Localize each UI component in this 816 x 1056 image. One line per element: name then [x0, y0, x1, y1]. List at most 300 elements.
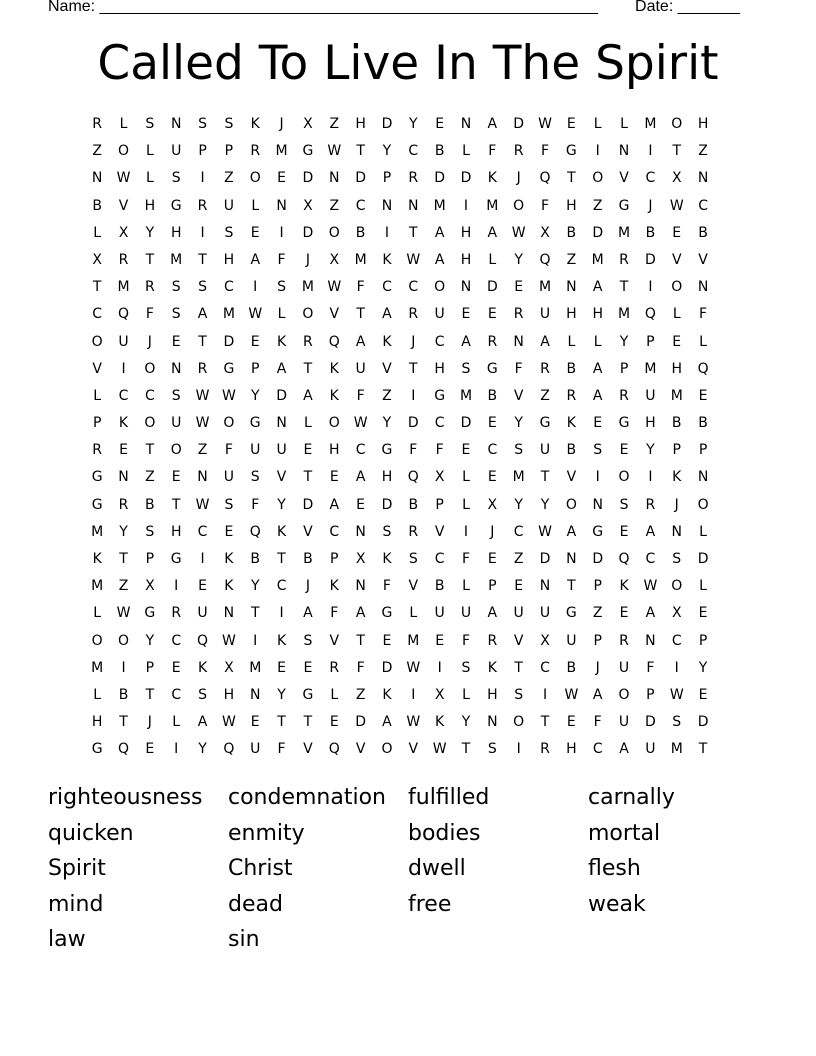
grid-letter[interactable]: L	[593, 333, 602, 350]
name-field[interactable]: Name: ________________________________________________________	[48, 0, 598, 15]
grid-letter[interactable]: R	[92, 116, 103, 132]
grid-letter[interactable]: G	[249, 415, 261, 432]
grid-letter[interactable]: G	[91, 496, 103, 513]
grid-letter[interactable]: Q	[328, 741, 340, 758]
grid-letter[interactable]: E	[329, 469, 339, 486]
grid-letter[interactable]: V	[408, 741, 419, 758]
grid-letter[interactable]: S	[619, 496, 629, 513]
grid-letter[interactable]: H	[170, 523, 182, 540]
grid-letter[interactable]: E	[435, 632, 445, 649]
grid-letter[interactable]: U	[171, 143, 182, 160]
grid-letter[interactable]: B	[645, 224, 656, 241]
grid-letter[interactable]: E	[698, 686, 708, 703]
grid-letter[interactable]: E	[487, 415, 497, 432]
grid-letter[interactable]: J	[674, 496, 679, 513]
grid-letter[interactable]: J	[305, 578, 310, 595]
grid-letter[interactable]: I	[174, 741, 179, 758]
grid-letter[interactable]: S	[171, 387, 181, 404]
grid-letter[interactable]: W	[643, 578, 658, 595]
grid-letter[interactable]: N	[697, 469, 709, 486]
grid-letter[interactable]: J	[490, 523, 495, 540]
grid-letter[interactable]: P	[646, 686, 655, 703]
grid-letter[interactable]: G	[170, 197, 182, 214]
grid-letter[interactable]: K	[382, 551, 392, 567]
grid-letter[interactable]: B	[303, 551, 313, 567]
grid-letter[interactable]: E	[171, 659, 181, 676]
grid-letter[interactable]: B	[698, 415, 708, 432]
grid-letter[interactable]: M	[301, 279, 314, 296]
grid-letter[interactable]: R	[250, 143, 261, 160]
grid-letter[interactable]: G	[144, 605, 156, 622]
grid-letter[interactable]: Y	[514, 415, 523, 432]
grid-letter[interactable]: X	[303, 197, 313, 214]
grid-letter[interactable]: A	[592, 387, 603, 404]
grid-letter[interactable]: N	[487, 714, 498, 731]
grid-letter[interactable]: S	[461, 360, 471, 377]
grid-letter[interactable]: L	[172, 714, 181, 731]
grid-letter[interactable]: H	[460, 224, 472, 241]
grid-letter[interactable]: G	[592, 523, 604, 540]
grid-letter[interactable]: F	[356, 387, 365, 404]
grid-letter[interactable]: S	[224, 224, 234, 241]
grid-letter[interactable]: Y	[382, 415, 392, 432]
grid-letter[interactable]: K	[329, 578, 339, 595]
grid-letter[interactable]: H	[566, 306, 577, 323]
grid-letter[interactable]: S	[672, 551, 682, 567]
grid-letter[interactable]: D	[223, 333, 235, 350]
grid-letter[interactable]: J	[279, 116, 284, 132]
grid-letter[interactable]: G	[302, 143, 314, 160]
grid-letter[interactable]: C	[171, 632, 182, 649]
grid-letter[interactable]: L	[93, 686, 102, 703]
grid-letter[interactable]: D	[381, 659, 393, 676]
grid-letter[interactable]: N	[223, 605, 235, 622]
grid-letter[interactable]: C	[592, 741, 603, 758]
grid-letter[interactable]: M	[670, 741, 683, 758]
grid-letter[interactable]: Z	[197, 442, 208, 459]
grid-letter[interactable]: U	[539, 442, 551, 459]
grid-letter[interactable]: X	[355, 551, 366, 567]
grid-letter[interactable]: K	[276, 632, 287, 649]
grid-letter[interactable]: S	[303, 632, 313, 649]
grid-letter[interactable]: T	[303, 469, 313, 486]
grid-letter[interactable]: T	[356, 143, 365, 160]
grid-letter[interactable]: N	[566, 279, 577, 296]
grid-letter[interactable]: K	[118, 415, 129, 432]
grid-letter[interactable]: V	[408, 578, 419, 595]
grid-letter[interactable]: T	[198, 251, 207, 268]
grid-letter[interactable]: I	[595, 469, 600, 486]
grid-letter[interactable]: N	[276, 415, 287, 432]
grid-letter[interactable]: I	[437, 659, 442, 676]
grid-letter[interactable]: R	[144, 279, 155, 296]
grid-letter[interactable]: I	[200, 170, 205, 187]
grid-letter[interactable]: H	[144, 197, 156, 214]
grid-letter[interactable]: A	[355, 333, 366, 350]
grid-letter[interactable]: R	[513, 306, 524, 323]
grid-letter[interactable]: X	[540, 632, 550, 649]
grid-letter[interactable]: K	[197, 659, 208, 676]
grid-letter[interactable]: H	[460, 251, 472, 268]
grid-letter[interactable]: E	[672, 224, 682, 241]
grid-letter[interactable]: M	[512, 469, 525, 486]
grid-letter[interactable]: S	[382, 523, 392, 540]
grid-letter[interactable]: V	[671, 251, 682, 268]
grid-letter[interactable]: Y	[277, 686, 286, 703]
grid-letter[interactable]: K	[487, 659, 497, 676]
grid-letter[interactable]: C	[382, 279, 392, 296]
grid-letter[interactable]: S	[145, 523, 155, 540]
grid-letter[interactable]: Y	[514, 496, 523, 513]
grid-letter[interactable]: W	[406, 251, 421, 268]
grid-letter[interactable]: J	[648, 197, 653, 214]
grid-letter[interactable]: T	[145, 442, 155, 459]
grid-letter[interactable]: C	[408, 143, 419, 160]
grid-letter[interactable]: K	[619, 578, 629, 595]
grid-letter[interactable]: E	[514, 279, 524, 296]
grid-letter[interactable]: Z	[566, 251, 577, 268]
grid-letter[interactable]: L	[145, 170, 154, 187]
grid-letter[interactable]: H	[223, 251, 235, 268]
grid-letter[interactable]: Z	[382, 387, 392, 404]
grid-letter[interactable]: I	[253, 632, 258, 649]
grid-letter[interactable]: L	[462, 578, 470, 595]
grid-letter[interactable]: K	[224, 551, 234, 567]
grid-letter[interactable]: O	[118, 143, 130, 160]
grid-letter[interactable]: U	[618, 659, 630, 676]
grid-letter[interactable]: E	[461, 442, 471, 459]
grid-letter[interactable]: M	[433, 197, 446, 214]
grid-letter[interactable]: R	[118, 251, 129, 268]
grid-letter[interactable]: G	[381, 605, 393, 622]
grid-letter[interactable]: N	[170, 360, 182, 377]
grid-letter[interactable]: B	[434, 143, 445, 160]
grid-letter[interactable]: A	[329, 496, 340, 513]
grid-letter[interactable]: Z	[355, 686, 366, 703]
grid-letter[interactable]: P	[224, 143, 234, 160]
grid-letter[interactable]: E	[250, 714, 260, 731]
grid-letter[interactable]: X	[303, 116, 313, 132]
grid-letter[interactable]: K	[276, 333, 287, 350]
grid-letter[interactable]: A	[592, 360, 603, 377]
grid-letter[interactable]: S	[198, 686, 207, 703]
grid-letter[interactable]: V	[329, 306, 340, 323]
grid-letter[interactable]: F	[277, 741, 286, 758]
grid-letter[interactable]: D	[355, 714, 366, 731]
grid-letter[interactable]: H	[592, 306, 603, 323]
grid-letter[interactable]: H	[566, 197, 577, 214]
grid-letter[interactable]: W	[538, 523, 552, 540]
grid-letter[interactable]: K	[487, 170, 497, 187]
grid-letter[interactable]: I	[648, 143, 653, 160]
grid-letter[interactable]: X	[487, 496, 498, 513]
grid-letter[interactable]: S	[224, 496, 234, 513]
grid-letter[interactable]: O	[513, 714, 525, 731]
grid-letter[interactable]: E	[672, 333, 682, 350]
grid-letter[interactable]: T	[145, 686, 155, 703]
grid-letter[interactable]: R	[171, 605, 182, 622]
grid-letter[interactable]: W	[195, 496, 210, 513]
grid-letter[interactable]: U	[539, 605, 551, 622]
grid-letter[interactable]: T	[514, 659, 523, 676]
grid-letter[interactable]: X	[671, 605, 682, 622]
grid-letter[interactable]: O	[144, 360, 156, 377]
grid-letter[interactable]: L	[330, 686, 339, 703]
grid-letter[interactable]: U	[566, 632, 577, 649]
grid-letter[interactable]: N	[671, 523, 682, 540]
grid-letter[interactable]: D	[434, 170, 446, 187]
grid-letter[interactable]: A	[355, 469, 366, 486]
grid-letter[interactable]: D	[592, 551, 604, 567]
grid-letter[interactable]: O	[91, 333, 103, 350]
grid-letter[interactable]: J	[516, 170, 521, 187]
grid-letter[interactable]: K	[329, 387, 339, 404]
grid-letter[interactable]: N	[91, 170, 103, 187]
grid-letter[interactable]: L	[699, 578, 707, 595]
grid-letter[interactable]: X	[92, 251, 102, 268]
grid-letter[interactable]: W	[406, 659, 421, 676]
grid-letter[interactable]: Y	[646, 442, 655, 459]
grid-letter[interactable]: V	[619, 170, 629, 187]
grid-letter[interactable]: A	[645, 605, 656, 622]
grid-letter[interactable]: R	[487, 632, 498, 649]
grid-letter[interactable]: D	[276, 387, 287, 404]
grid-letter[interactable]: C	[118, 387, 129, 404]
grid-letter[interactable]: I	[121, 360, 126, 377]
grid-letter[interactable]: M	[275, 143, 288, 160]
grid-letter[interactable]: T	[567, 578, 576, 595]
grid-letter[interactable]: W	[195, 415, 210, 432]
grid-letter[interactable]: G	[91, 469, 103, 486]
grid-letter[interactable]: P	[672, 442, 681, 459]
grid-letter[interactable]: C	[408, 279, 419, 296]
grid-letter[interactable]: Q	[539, 251, 551, 268]
grid-letter[interactable]: L	[93, 387, 102, 404]
grid-letter[interactable]: S	[277, 279, 287, 296]
grid-letter[interactable]: E	[303, 659, 313, 676]
grid-letter[interactable]: W	[538, 116, 552, 132]
grid-letter[interactable]: O	[592, 170, 604, 187]
grid-letter[interactable]: N	[381, 197, 393, 214]
grid-letter[interactable]: B	[487, 387, 498, 404]
grid-letter[interactable]: S	[198, 279, 207, 296]
grid-letter[interactable]: P	[251, 360, 260, 377]
grid-letter[interactable]: L	[462, 496, 470, 513]
grid-letter[interactable]: R	[540, 360, 550, 377]
grid-letter[interactable]: I	[174, 578, 179, 595]
grid-letter[interactable]: Z	[224, 170, 234, 187]
grid-letter[interactable]: Q	[223, 741, 235, 758]
grid-letter[interactable]: Y	[514, 251, 523, 268]
grid-letter[interactable]: Y	[119, 523, 128, 540]
grid-letter[interactable]: Z	[329, 197, 340, 214]
grid-letter[interactable]: O	[697, 496, 709, 513]
grid-letter[interactable]: U	[250, 442, 261, 459]
grid-letter[interactable]: M	[407, 632, 420, 649]
grid-letter[interactable]: Y	[145, 632, 155, 649]
grid-letter[interactable]: C	[92, 306, 103, 323]
grid-letter[interactable]: T	[672, 143, 682, 160]
grid-letter[interactable]: C	[645, 551, 656, 567]
grid-letter[interactable]: E	[250, 224, 260, 241]
grid-letter[interactable]: X	[434, 469, 445, 486]
grid-letter[interactable]: O	[618, 469, 630, 486]
grid-letter[interactable]: M	[459, 387, 473, 404]
grid-letter[interactable]: B	[408, 496, 419, 513]
grid-letter[interactable]: P	[435, 496, 444, 513]
grid-letter[interactable]: V	[566, 469, 577, 486]
grid-letter[interactable]: Z	[592, 605, 603, 622]
grid-letter[interactable]: U	[645, 387, 656, 404]
grid-letter[interactable]: V	[303, 523, 313, 540]
grid-letter[interactable]: O	[118, 632, 130, 649]
grid-letter[interactable]: Y	[145, 224, 155, 241]
grid-letter[interactable]: U	[434, 605, 445, 622]
grid-letter[interactable]: E	[698, 387, 708, 404]
grid-letter[interactable]: G	[223, 360, 235, 377]
grid-letter[interactable]: C	[355, 197, 366, 214]
grid-letter[interactable]: I	[200, 551, 205, 567]
grid-letter[interactable]: M	[618, 224, 631, 241]
grid-letter[interactable]: T	[619, 279, 629, 296]
grid-letter[interactable]: M	[486, 197, 499, 214]
grid-letter[interactable]: B	[566, 224, 577, 241]
grid-letter[interactable]: U	[223, 197, 235, 214]
grid-letter[interactable]: N	[276, 197, 287, 214]
grid-letter[interactable]: E	[566, 116, 576, 132]
grid-letter[interactable]: P	[698, 632, 708, 649]
grid-letter[interactable]: T	[198, 333, 207, 350]
grid-letter[interactable]: G	[302, 686, 314, 703]
grid-letter[interactable]: M	[644, 116, 657, 132]
grid-letter[interactable]: T	[171, 496, 181, 513]
grid-letter[interactable]: D	[302, 224, 314, 241]
grid-letter[interactable]: L	[119, 116, 128, 132]
grid-letter[interactable]: W	[116, 605, 131, 622]
grid-letter[interactable]: Z	[92, 143, 102, 160]
grid-letter[interactable]: C	[434, 551, 445, 567]
grid-letter[interactable]: F	[540, 143, 550, 160]
grid-letter[interactable]: I	[463, 197, 469, 214]
grid-letter[interactable]: I	[200, 224, 205, 241]
grid-letter[interactable]: L	[462, 469, 470, 486]
grid-letter[interactable]: Z	[145, 469, 155, 486]
grid-letter[interactable]: E	[487, 306, 497, 323]
grid-letter[interactable]: J	[595, 659, 600, 676]
grid-letter[interactable]: E	[382, 632, 392, 649]
grid-letter[interactable]: R	[408, 306, 419, 323]
grid-letter[interactable]: P	[330, 551, 339, 567]
grid-letter[interactable]: N	[355, 578, 366, 595]
grid-letter[interactable]: X	[434, 686, 445, 703]
grid-letter[interactable]: Y	[198, 741, 207, 758]
grid-letter[interactable]: R	[92, 442, 103, 459]
grid-letter[interactable]: M	[354, 251, 367, 268]
grid-letter[interactable]: P	[145, 551, 155, 567]
grid-letter[interactable]: N	[592, 496, 603, 513]
grid-letter[interactable]: D	[302, 496, 314, 513]
grid-letter[interactable]: D	[513, 116, 525, 132]
grid-letter[interactable]: D	[381, 116, 393, 132]
grid-letter[interactable]: W	[248, 306, 263, 323]
grid-letter[interactable]: Q	[697, 360, 709, 377]
grid-letter[interactable]: U	[171, 415, 182, 432]
grid-letter[interactable]: K	[224, 578, 234, 595]
grid-letter[interactable]: I	[516, 741, 521, 758]
grid-letter[interactable]: R	[303, 333, 313, 350]
grid-letter[interactable]: I	[674, 659, 679, 676]
grid-letter[interactable]: L	[567, 333, 576, 350]
grid-letter[interactable]: V	[329, 632, 340, 649]
grid-letter[interactable]: L	[620, 116, 628, 132]
grid-letter[interactable]: Y	[250, 578, 260, 595]
grid-letter[interactable]: M	[91, 523, 104, 540]
grid-letter[interactable]: M	[222, 306, 235, 323]
grid-letter[interactable]: H	[381, 469, 393, 486]
grid-letter[interactable]: A	[382, 306, 392, 323]
grid-letter[interactable]: Y	[382, 143, 392, 160]
grid-letter[interactable]: E	[514, 578, 524, 595]
grid-letter[interactable]: H	[223, 686, 235, 703]
grid-letter[interactable]: T	[277, 551, 286, 567]
grid-letter[interactable]: C	[224, 279, 234, 296]
grid-letter[interactable]: B	[566, 659, 577, 676]
grid-letter[interactable]: L	[277, 306, 286, 323]
grid-letter[interactable]: A	[434, 251, 445, 268]
grid-letter[interactable]: L	[699, 523, 707, 540]
grid-letter[interactable]: S	[198, 116, 207, 132]
grid-letter[interactable]: K	[382, 686, 392, 703]
grid-letter[interactable]: E	[277, 659, 286, 676]
grid-letter[interactable]: O	[565, 496, 577, 513]
grid-letter[interactable]: K	[329, 360, 339, 377]
grid-letter[interactable]: E	[461, 306, 471, 323]
grid-letter[interactable]: S	[250, 469, 260, 486]
grid-letter[interactable]: O	[513, 197, 525, 214]
grid-letter[interactable]: A	[434, 224, 445, 241]
grid-letter[interactable]: E	[171, 333, 181, 350]
grid-letter[interactable]: N	[460, 116, 472, 132]
grid-letter[interactable]: G	[618, 415, 630, 432]
grid-letter[interactable]: A	[197, 714, 208, 731]
grid-letter[interactable]: Q	[118, 741, 130, 758]
grid-letter[interactable]: P	[145, 659, 155, 676]
grid-letter[interactable]: T	[145, 251, 155, 268]
grid-letter[interactable]: F	[461, 551, 471, 567]
grid-letter[interactable]: L	[672, 306, 681, 323]
grid-letter[interactable]: R	[619, 387, 629, 404]
grid-letter[interactable]: A	[566, 523, 577, 540]
grid-letter[interactable]: D	[539, 551, 551, 567]
grid-letter[interactable]: O	[434, 279, 446, 296]
grid-letter[interactable]: T	[92, 279, 102, 296]
grid-letter[interactable]: K	[276, 523, 287, 540]
grid-letter[interactable]: T	[119, 714, 128, 731]
grid-letter[interactable]: R	[566, 387, 577, 404]
grid-letter[interactable]: U	[618, 714, 630, 731]
grid-letter[interactable]: V	[118, 197, 129, 214]
grid-letter[interactable]: Y	[461, 714, 471, 731]
grid-letter[interactable]: S	[171, 306, 181, 323]
grid-letter[interactable]: J	[147, 333, 152, 350]
grid-letter[interactable]: C	[487, 442, 498, 459]
grid-letter[interactable]: F	[224, 442, 233, 459]
grid-letter[interactable]: N	[645, 632, 656, 649]
grid-letter[interactable]: D	[592, 224, 604, 241]
grid-letter[interactable]: J	[147, 714, 152, 731]
grid-letter[interactable]: E	[171, 469, 181, 486]
grid-letter[interactable]: D	[407, 415, 419, 432]
